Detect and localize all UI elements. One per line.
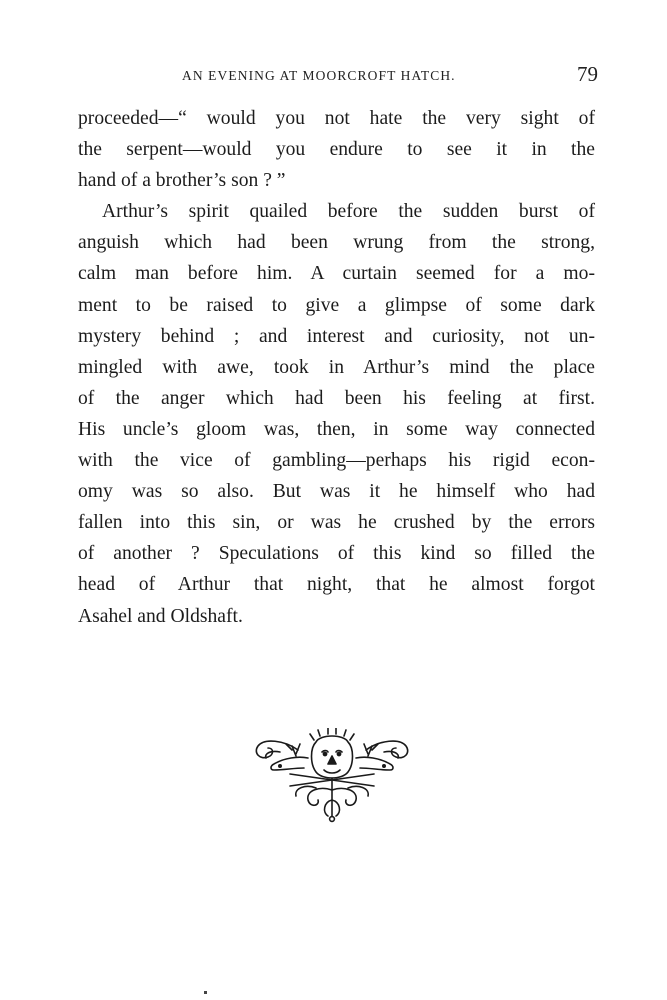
body-text xyxy=(78,103,595,632)
running-title: AN EVENING AT MOORCROFT HATCH. xyxy=(182,68,456,83)
text-line: calm man before him. A curtain seemed for a mo- xyxy=(78,263,595,285)
text-line: Arthur’s spirit quailed before the sudden burst of xyxy=(102,201,595,223)
text-line: of another ? Speculations of this kind so filled the xyxy=(78,543,595,565)
text-line: fallen into this sin, or was he crushed by the errors xyxy=(78,512,595,534)
text-line: of the anger which had been his feeling at first. xyxy=(78,387,595,409)
text-line: with the vice of gambling—perhaps his rigid econ- xyxy=(78,450,595,472)
stray-ink-mark xyxy=(204,991,207,994)
text-line: the serpent—would you endure to see it in the xyxy=(78,139,595,161)
text-line: head of Arthur that night, that he almost forgot xyxy=(78,574,595,596)
text-line: hand of a brother’s son ? ” xyxy=(78,170,286,192)
text-line: mingled with awe, took in Arthur’s mind the place xyxy=(78,356,595,378)
tailpiece-ornament-icon xyxy=(250,728,414,824)
text-line: ment to be raised to give a glimpse of some dark xyxy=(78,294,595,316)
text-line: Asahel and Oldshaft. xyxy=(78,605,243,627)
text-line: mystery behind ; and interest and curiosity, not un- xyxy=(78,325,595,347)
text-line: omy was so also. But was it he himself who had xyxy=(78,481,595,503)
running-head xyxy=(78,62,598,88)
text-line: His uncle’s gloom was, then, in some way connected xyxy=(78,418,595,440)
page-number: 79 xyxy=(577,62,598,86)
text-line: proceeded—“ would you not hate the very sight of xyxy=(78,108,595,129)
text-line: anguish which had been wrung from the strong, xyxy=(78,232,595,254)
